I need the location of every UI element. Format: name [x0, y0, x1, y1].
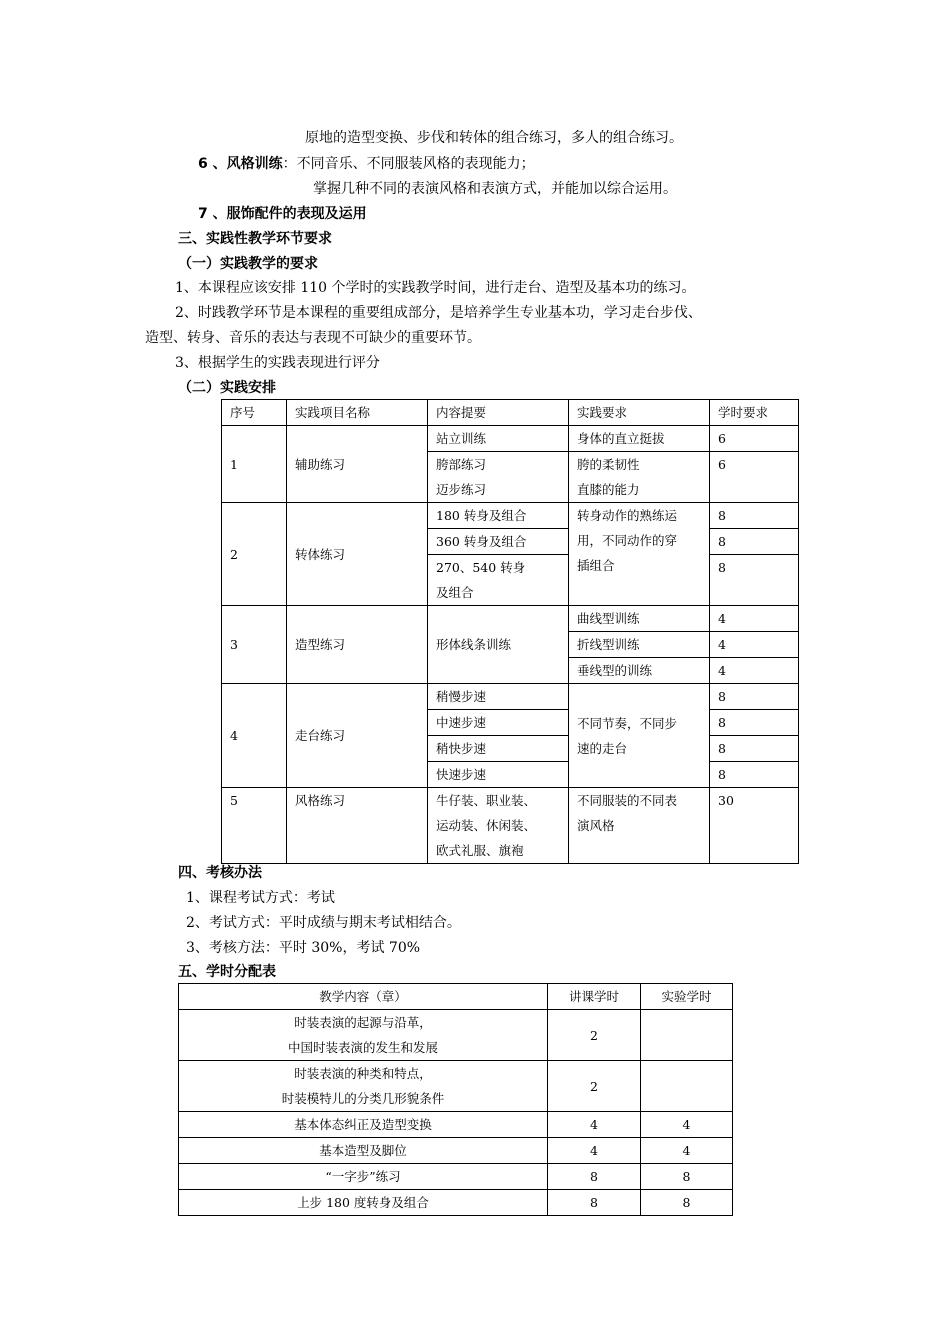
content-cell: 胯部练习 迈步练习	[428, 452, 569, 503]
hours-cell: 8	[710, 710, 799, 736]
table-row	[222, 426, 799, 452]
content-cell: 稍慢步速	[428, 684, 569, 710]
header-cell: 实践项目名称	[287, 400, 428, 426]
hours-cell: 8	[710, 503, 799, 529]
item-6-text: ：不同音乐、不同服装风格的表现能力；	[282, 156, 535, 172]
lecture-hours: 4	[548, 1138, 641, 1164]
assessment-item: 1、课程考试方式：考试	[186, 890, 335, 906]
hours-cell: 30	[710, 788, 799, 864]
section-3-heading: 三、实践性教学环节要求	[178, 231, 332, 247]
lecture-hours: 8	[548, 1190, 641, 1216]
content-cell: 270、540 转身 及组合	[428, 555, 569, 606]
table-row	[179, 1061, 733, 1112]
hours-cell: 4	[710, 658, 799, 684]
row-number: 2	[222, 503, 287, 606]
lab-hours	[641, 1061, 733, 1112]
hours-cell: 8	[710, 684, 799, 710]
table-header-row	[222, 400, 799, 426]
lecture-hours: 8	[548, 1164, 641, 1190]
hours-cell: 8	[710, 555, 799, 606]
row-number: 3	[222, 606, 287, 684]
content-cell: 上步 180 度转身及组合	[179, 1190, 548, 1216]
content-cell: 基本体态纠正及造型变换	[179, 1112, 548, 1138]
header-cell: 内容提要	[428, 400, 569, 426]
hours-allocation-table	[178, 983, 733, 1216]
hours-cell: 6	[710, 426, 799, 452]
header-cell: 讲课学时	[548, 984, 641, 1010]
hours-cell: 8	[710, 736, 799, 762]
project-name: 走台练习	[287, 684, 428, 788]
content-cell: 快速步速	[428, 762, 569, 788]
content-cell: 基本造型及脚位	[179, 1138, 548, 1164]
row-number: 5	[222, 788, 287, 864]
hours-cell: 4	[710, 632, 799, 658]
hours-cell: 8	[710, 762, 799, 788]
section-5-heading: 五、学时分配表	[178, 964, 276, 980]
row-number: 1	[222, 426, 287, 503]
intro-line: 原地的造型变换、步伐和转体的组合练习，多人的组合练习。	[305, 130, 683, 146]
header-cell: 学时要求	[710, 400, 799, 426]
table-row	[179, 1010, 733, 1061]
paragraph-2-line2: 造型、转身、音乐的表达与表现不可缺少的重要环节。	[145, 330, 481, 346]
hours-cell: 4	[710, 606, 799, 632]
header-cell: 教学内容（章）	[179, 984, 548, 1010]
item-6	[198, 155, 535, 173]
table-header-row	[179, 984, 733, 1010]
lab-hours	[641, 1010, 733, 1061]
requirement-cell: 不同服装的不同表 演风格	[569, 788, 710, 864]
assessment-item: 2、考试方式：平时成绩与期末考试相结合。	[186, 915, 461, 931]
practice-table	[221, 399, 799, 864]
content-cell: 中速步速	[428, 710, 569, 736]
requirement-cell: 垂线型的训练	[569, 658, 710, 684]
project-name: 风格练习	[287, 788, 428, 864]
table-row	[222, 606, 799, 632]
assessment-item: 3、考核方法：平时 30%，考试 70%	[186, 940, 421, 956]
row-number: 4	[222, 684, 287, 788]
content-cell: 站立训练	[428, 426, 569, 452]
requirement-cell: 身体的直立挺拔	[569, 426, 710, 452]
subheading-arrangement: （二）实践安排	[178, 380, 276, 396]
lecture-hours: 4	[548, 1112, 641, 1138]
lab-hours: 4	[641, 1112, 733, 1138]
header-cell: 实践要求	[569, 400, 710, 426]
hours-cell: 8	[710, 529, 799, 555]
requirement-cell: 曲线型训练	[569, 606, 710, 632]
content-cell: 180 转身及组合	[428, 503, 569, 529]
lecture-hours: 2	[548, 1061, 641, 1112]
paragraph-2-line1: 2、时践教学环节是本课程的重要组成部分，是培养学生专业基本功，学习走台步伐、	[175, 305, 702, 321]
content-cell: 时装表演的种类和特点， 时装模特儿的分类几形貌条件	[179, 1061, 548, 1112]
header-cell: 序号	[222, 400, 287, 426]
lab-hours: 8	[641, 1164, 733, 1190]
header-cell: 实验学时	[641, 984, 733, 1010]
project-name: 造型练习	[287, 606, 428, 684]
table-row	[222, 684, 799, 710]
requirement-cell: 胯的柔韧性 直膝的能力	[569, 452, 710, 503]
lab-hours: 4	[641, 1138, 733, 1164]
hours-cell: 6	[710, 452, 799, 503]
requirement-cell: 不同节奏，不同步 速的走台	[569, 684, 710, 788]
item-7: 7 、服饰配件的表现及运用	[198, 206, 367, 222]
requirement-cell: 折线型训练	[569, 632, 710, 658]
content-cell: 形体线条训练	[428, 606, 569, 684]
content-cell: “一字步”练习	[179, 1164, 548, 1190]
content-cell: 牛仔装、职业装、 运动装、休闲装、 欧式礼服、旗袍	[428, 788, 569, 864]
table-row	[179, 1138, 733, 1164]
subheading-requirements: （一）实践教学的要求	[178, 256, 318, 272]
lecture-hours: 2	[548, 1010, 641, 1061]
table-row	[222, 503, 799, 529]
table-row	[179, 1190, 733, 1216]
paragraph-3: 3、根据学生的实践表现进行评分	[175, 355, 380, 371]
content-cell: 360 转身及组合	[428, 529, 569, 555]
section-4-heading: 四、考核办法	[178, 865, 262, 881]
paragraph-1: 1、本课程应该安排 110 个学时的实践教学时间，进行走台、造型及基本功的练习。	[175, 280, 696, 296]
requirement-cell: 转身动作的熟练运 用，不同动作的穿 插组合	[569, 503, 710, 606]
project-name: 辅助练习	[287, 426, 428, 503]
project-name: 转体练习	[287, 503, 428, 606]
table-row	[179, 1112, 733, 1138]
table-row	[179, 1164, 733, 1190]
item-6-line2: 掌握几种不同的表演风格和表演方式，并能加以综合运用。	[313, 181, 677, 197]
content-cell: 稍快步速	[428, 736, 569, 762]
item-6-label: 6 、风格训练	[198, 156, 283, 172]
content-cell: 时装表演的起源与沿革， 中国时装表演的发生和发展	[179, 1010, 548, 1061]
lab-hours: 8	[641, 1190, 733, 1216]
